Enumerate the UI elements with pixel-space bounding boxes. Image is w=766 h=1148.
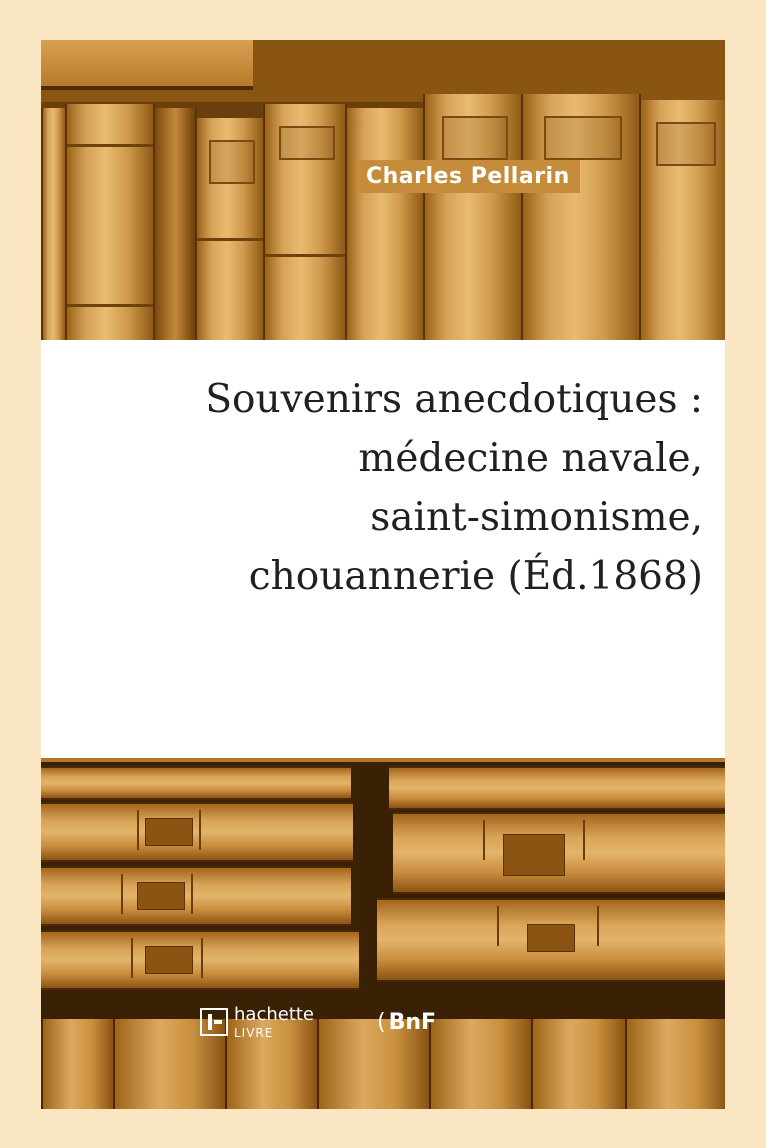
title-line: Souvenirs anecdotiques : <box>205 377 703 422</box>
book-spine <box>41 1019 113 1109</box>
book-row <box>41 930 359 990</box>
book-spine <box>65 104 155 340</box>
book-row <box>41 802 353 862</box>
book-row <box>41 866 351 926</box>
top-bookshelf-photo <box>41 40 725 340</box>
hachette-book-icon <box>200 1008 228 1036</box>
title-line: chouannerie (Éd.1868) <box>248 554 703 599</box>
hachette-logo-name: hachette <box>234 1004 315 1025</box>
logos <box>200 1002 520 1048</box>
book-row <box>389 766 725 810</box>
title-line: médecine navale, <box>358 436 703 481</box>
bnf-name: BnF <box>388 1010 437 1035</box>
title-panel <box>41 340 725 758</box>
bottom-bookshelf-photo <box>41 762 725 1109</box>
book-spine <box>263 104 347 340</box>
bnf-logo <box>377 1010 436 1035</box>
book-row <box>41 766 351 800</box>
book-spine <box>195 118 265 340</box>
book-spine <box>531 1019 625 1109</box>
book-title <box>103 370 703 606</box>
book-spine <box>639 100 725 340</box>
hachette-logo-sub: LIVRE <box>234 1026 274 1040</box>
book-spine <box>153 108 197 340</box>
book-row <box>377 898 725 982</box>
book-spine <box>41 108 67 340</box>
book-row <box>393 812 725 894</box>
book-spine <box>345 108 425 340</box>
shelf-plank <box>41 40 253 90</box>
book-spine <box>521 94 641 340</box>
book-cover <box>41 40 725 1109</box>
title-line: saint-simonisme, <box>370 495 703 540</box>
bnf-brace: ( <box>377 1010 386 1035</box>
book-spine <box>625 1019 725 1109</box>
author-name: Charles Pellarin <box>356 160 580 193</box>
book-spine <box>423 94 523 340</box>
